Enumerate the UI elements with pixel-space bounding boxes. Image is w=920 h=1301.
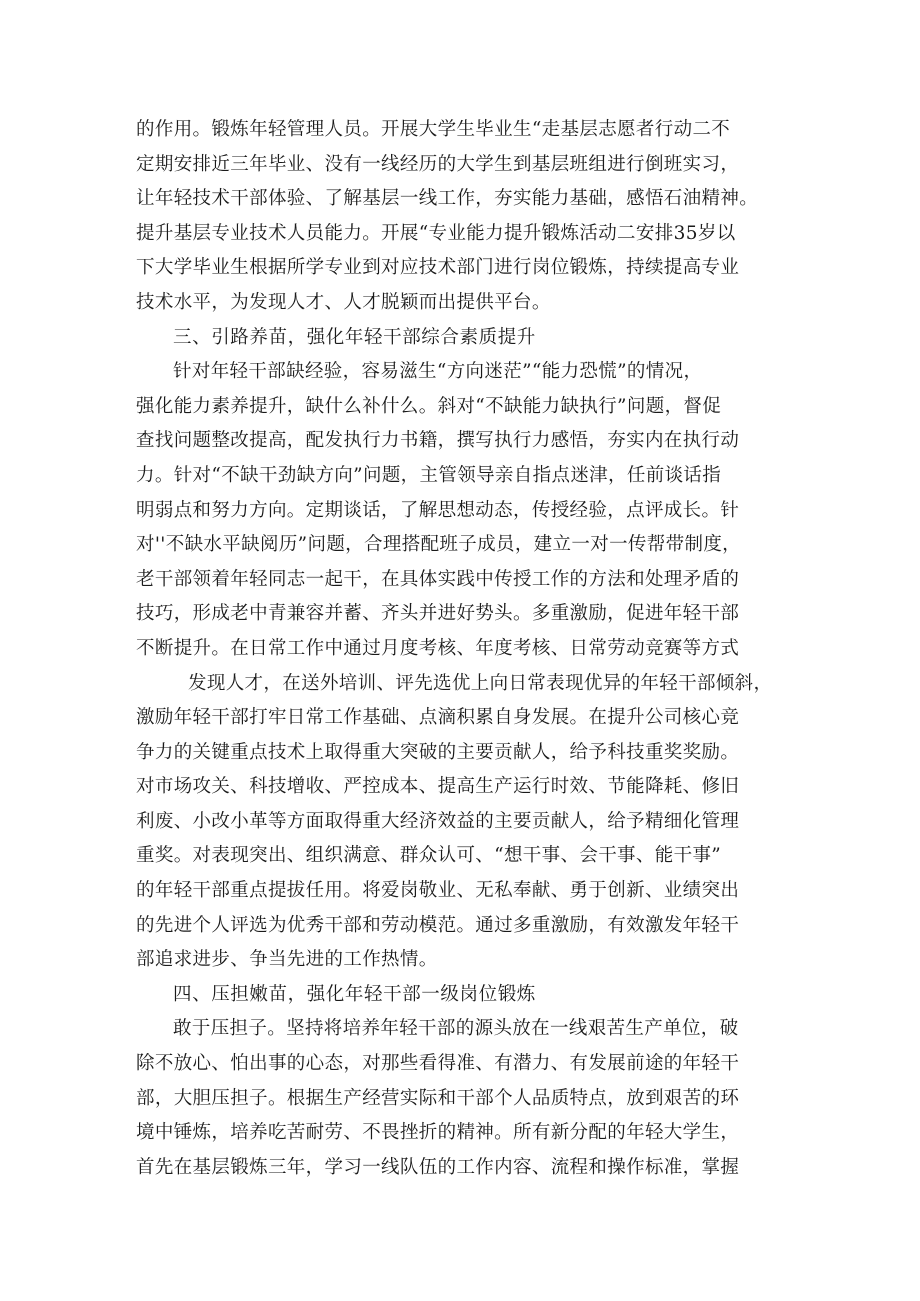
- body-line: 让年轻技术干部体验、了解基层一线工作，夯实能力基础，感悟石油精神。: [136, 188, 759, 210]
- paragraph-first-line: 敢于压担子。坚持将培养年轻干部的源头放在一线艰苦生产单位，破: [173, 1018, 739, 1040]
- section-heading-4: 四、压担嫩苗，强化年轻干部一级岗位锻炼: [173, 983, 536, 1005]
- body-line: 明弱点和努力方向。定期谈话，了解思想动态，传授经验，点评成长。针: [136, 499, 740, 521]
- body-line: 定期安排近三年毕业、没有一线经历的大学生到基层班组进行倒班实习，: [136, 153, 740, 175]
- body-line: 力。针对“不缺干劲缺方向”问题，主管领导亲自指点迷津，任前谈话指: [136, 464, 722, 486]
- body-line: 的年轻干部重点提拔任用。将爱岗敬业、无私奉献、勇于创新、业绩突出: [136, 880, 740, 902]
- body-line: 争力的关键重点技术上取得重大突破的主要贡献人，给予科技重奖奖励。: [136, 741, 740, 763]
- body-line: 的作用。锻炼年轻管理人员。开展大学生毕业生“走基层志愿者行动二不: [136, 119, 731, 140]
- body-line: 技巧，形成老中青兼容并蓄、齐头并进好势头。多重激励，促进年轻干部: [136, 603, 740, 625]
- body-line: 下大学毕业生根据所学专业到对应技术部门进行岗位锻炼，持续提高专业: [136, 257, 740, 279]
- paragraph-first-line: 针对年轻干部缺经验，容易滋生“方向迷茫”“能力恐慌”的情况，: [173, 361, 703, 383]
- body-line: 部，大胆压担子。根据生产经营实际和干部个人品质特点，放到艰苦的环: [136, 1087, 740, 1109]
- body-line: 技术水平，为发现人才、人才脱颖而出提供平台。: [136, 291, 551, 313]
- body-line: 查找问题整改提高，配发执行力书籍，撰写执行力感悟，夯实内在执行动: [136, 430, 740, 452]
- body-line: 利废、小改小革等方面取得重大经济效益的主要贡献人，给予精细化管理: [136, 810, 740, 832]
- section-heading-3: 三、引路养苗，强化年轻干部综合素质提升: [173, 326, 536, 348]
- body-line: 对市场攻关、科技增收、严控成本、提高生产运行时效、节能降耗、修旧: [136, 776, 740, 798]
- body-line: 部追求进步、争当先进的工作热情。: [136, 949, 438, 971]
- body-line: 提升基层专业技术人员能力。开展“专业能力提升锻炼活动二安排35岁以: [136, 222, 736, 244]
- body-line: 除不放心、怕出事的心态，对那些看得准、有潜力、有发展前途的年轻干: [136, 1053, 740, 1075]
- body-line: 对''不缺水平缺阅历”问题，合理搭配班子成员，建立一对一传帮带制度，: [136, 534, 742, 556]
- paragraph-first-line: 发现人才，在送外培训、评先选优上向日常表现优异的年轻干部倾斜，: [188, 672, 773, 694]
- document-body: [136, 113, 796, 1185]
- body-line: 的先进个人评选为优秀干部和劳动模范。通过多重激励，有效激发年轻干: [136, 914, 740, 936]
- body-line: 强化能力素养提升，缺什么补什么。斜对“不缺能力缺执行”问题，督促: [136, 395, 722, 417]
- body-line: 老干部领着年轻同志一起干，在具体实践中传授工作的方法和处理矛盾的: [136, 568, 740, 590]
- body-line: 不断提升。在日常工作中通过月度考核、年度考核、日常劳动竞赛等方式: [136, 637, 740, 659]
- body-line: 激励年轻干部打牢日常工作基础、点滴积累自身发展。在提升公司核心竞: [136, 707, 740, 729]
- body-line: 首先在基层锻炼三年，学习一线队伍的工作内容、流程和操作标准，掌握: [136, 1156, 740, 1178]
- body-line: 重奖。对表现突出、组织满意、群众认可、“想干事、会干事、能干事”: [136, 845, 722, 867]
- body-line: 境中锤炼，培养吃苦耐劳、不畏挫折的精神。所有新分配的年轻大学生，: [136, 1122, 740, 1144]
